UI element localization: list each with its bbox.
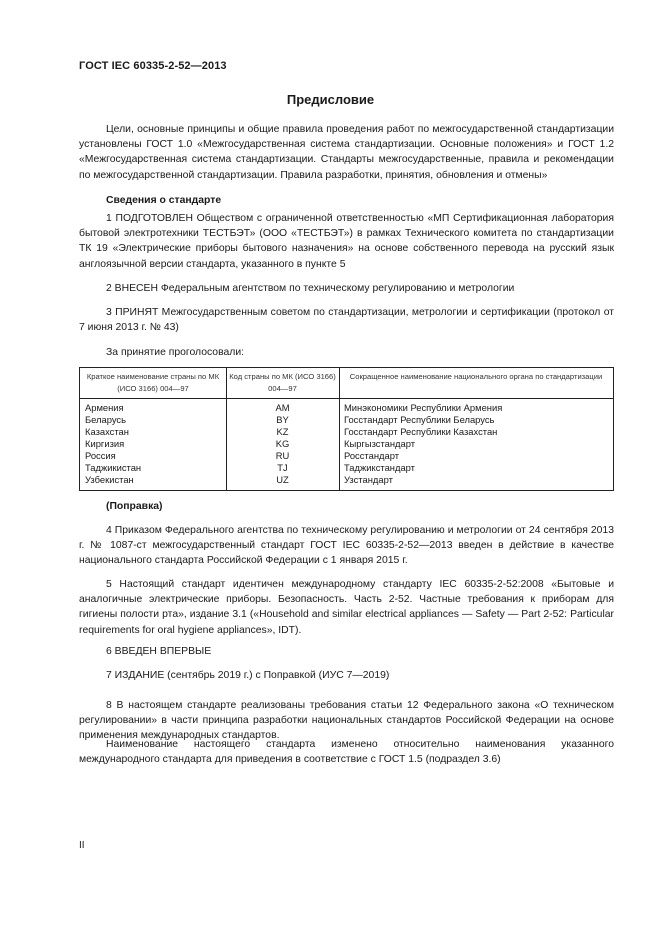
cell-code: BY [276, 414, 289, 425]
amendment-note: (Поправка) [106, 501, 163, 512]
cell-authority: Госстандарт Республики Казахстан [344, 426, 498, 437]
cell-code: RU [275, 450, 290, 461]
table-row [80, 426, 613, 438]
voting-table [79, 367, 614, 491]
cell-code: AM [275, 402, 290, 413]
cell-authority: Кыргызстандарт [344, 438, 416, 449]
item-3-paragraph: 3 ПРИНЯТ Межгосударственным советом по стандартизации, метрологии и сертификации (протокол от 7 июня 2013 г. № 43) [79, 307, 614, 334]
section-heading: Сведения о стандарте [106, 195, 222, 206]
cell-country: Беларусь [85, 414, 127, 425]
cell-code: TJ [277, 462, 288, 473]
table-row [80, 402, 613, 414]
cell-code: KG [275, 438, 290, 449]
page-number: II [79, 840, 85, 851]
cell-authority: Росстандарт [344, 450, 399, 461]
cell-authority: Таджикстандарт [344, 462, 415, 473]
table-row [80, 474, 613, 486]
item-7-paragraph: 7 ИЗДАНИЕ (сентябрь 2019 г.) с Поправкой (ИУС 7—2019) [106, 670, 390, 681]
item-2-paragraph: 2 ВНЕСЕН Федеральным агентством по техническому регулированию и метрологии [106, 283, 515, 294]
cell-country: Казахстан [85, 426, 129, 437]
item-4-paragraph: 4 Приказом Федерального агентства по техническому регулированию и метрологии от 24 сентября 2013 г. № 1087-ст межгосударственный стандарт ГОСТ IEC 60335-2-52—2013 введен в действие в качестве национального стандарта Российской Федерации с 1 января 2015 г. [79, 525, 614, 567]
item-8-paragraph: 8 В настоящем стандарте реализованы требования статьи 12 Федерального закона «О техническом регулировании» в части принципа разработки национальных стандартов Российской Федерации на основе применения международных стандартов. [79, 700, 614, 742]
table-row [80, 462, 613, 474]
cell-code: KZ [276, 426, 289, 437]
cell-country: Таджикистан [85, 462, 142, 473]
cell-code: UZ [276, 474, 289, 485]
cell-authority: Минэкономики Республики Армения [344, 402, 503, 413]
voted-label: За принятие проголосовали: [106, 347, 245, 358]
cell-country: Киргизия [85, 438, 125, 449]
cell-country: Узбекистан [85, 474, 134, 485]
header-authority: Сокращенное наименование национального органа по стандартизации [349, 372, 603, 381]
cell-country: Россия [85, 450, 116, 461]
rename-note-paragraph: Наименование настоящего стандарта изменено относительно наименования указанного международного стандарта для приведения в соответствие с ГОСТ 1.5 (подраздел 3.6) [79, 739, 614, 766]
cell-authority: Госстандарт Республики Беларусь [344, 414, 495, 425]
header-code: Код страны по МК (ИСО 3166) 004—97 [229, 372, 336, 393]
intro-paragraph: Цели, основные принципы и общие правила проведения работ по межгосударственной стандартизации установлены ГОСТ 1.0 «Межгосударственная система стандартизации. Основные положения» и ГОСТ 1.2 «Межгосударственная система стандартизации. Стандарты межгосударственные, правила и рекомендации по межгосударственной стандартизации. Правила разработки, принятия, обновления и отмены» [79, 124, 614, 181]
page-title: Предисловие [286, 92, 375, 107]
item-1-paragraph: 1 ПОДГОТОВЛЕН Обществом с ограниченной ответственностью «МП Сертификационная лаборатория бытовой электротехники ТЕСТБЭТ» (ООО «ТЕСТБЭТ») в рамках Технического комитета по стандартизации ТК 19 «Электрические приборы бытового назначения» на основе собственного перевода на русский язык англоязычной версии стандарта, указанного в пункте 5 [79, 213, 614, 270]
table-row [80, 414, 613, 426]
item-6-paragraph: 6 ВВЕДЕН ВПЕРВЫЕ [106, 646, 212, 657]
cell-authority: Узстандарт [344, 474, 393, 485]
item-5-paragraph: 5 Настоящий стандарт идентичен международному стандарту IEC 60335-2-52:2008 «Бытовые и аналогичные электрические приборы. Безопасность. Часть 2-52. Частные требования к приборам для гигиены полости рта», издание 3.1 («Household and similar electrical appliances — Safety — Part 2-52: Particular requirements for oral hygiene appliances», IDT). [79, 579, 614, 636]
doc-code: ГОСТ IEC 60335-2-52—2013 [79, 60, 227, 72]
table-row [80, 450, 613, 462]
table-row [80, 438, 613, 450]
cell-country: Армения [85, 402, 124, 413]
table-header [80, 368, 613, 399]
header-country: Краткое наименование страны по МК (ИСО 3166) 004—97 [86, 372, 220, 393]
